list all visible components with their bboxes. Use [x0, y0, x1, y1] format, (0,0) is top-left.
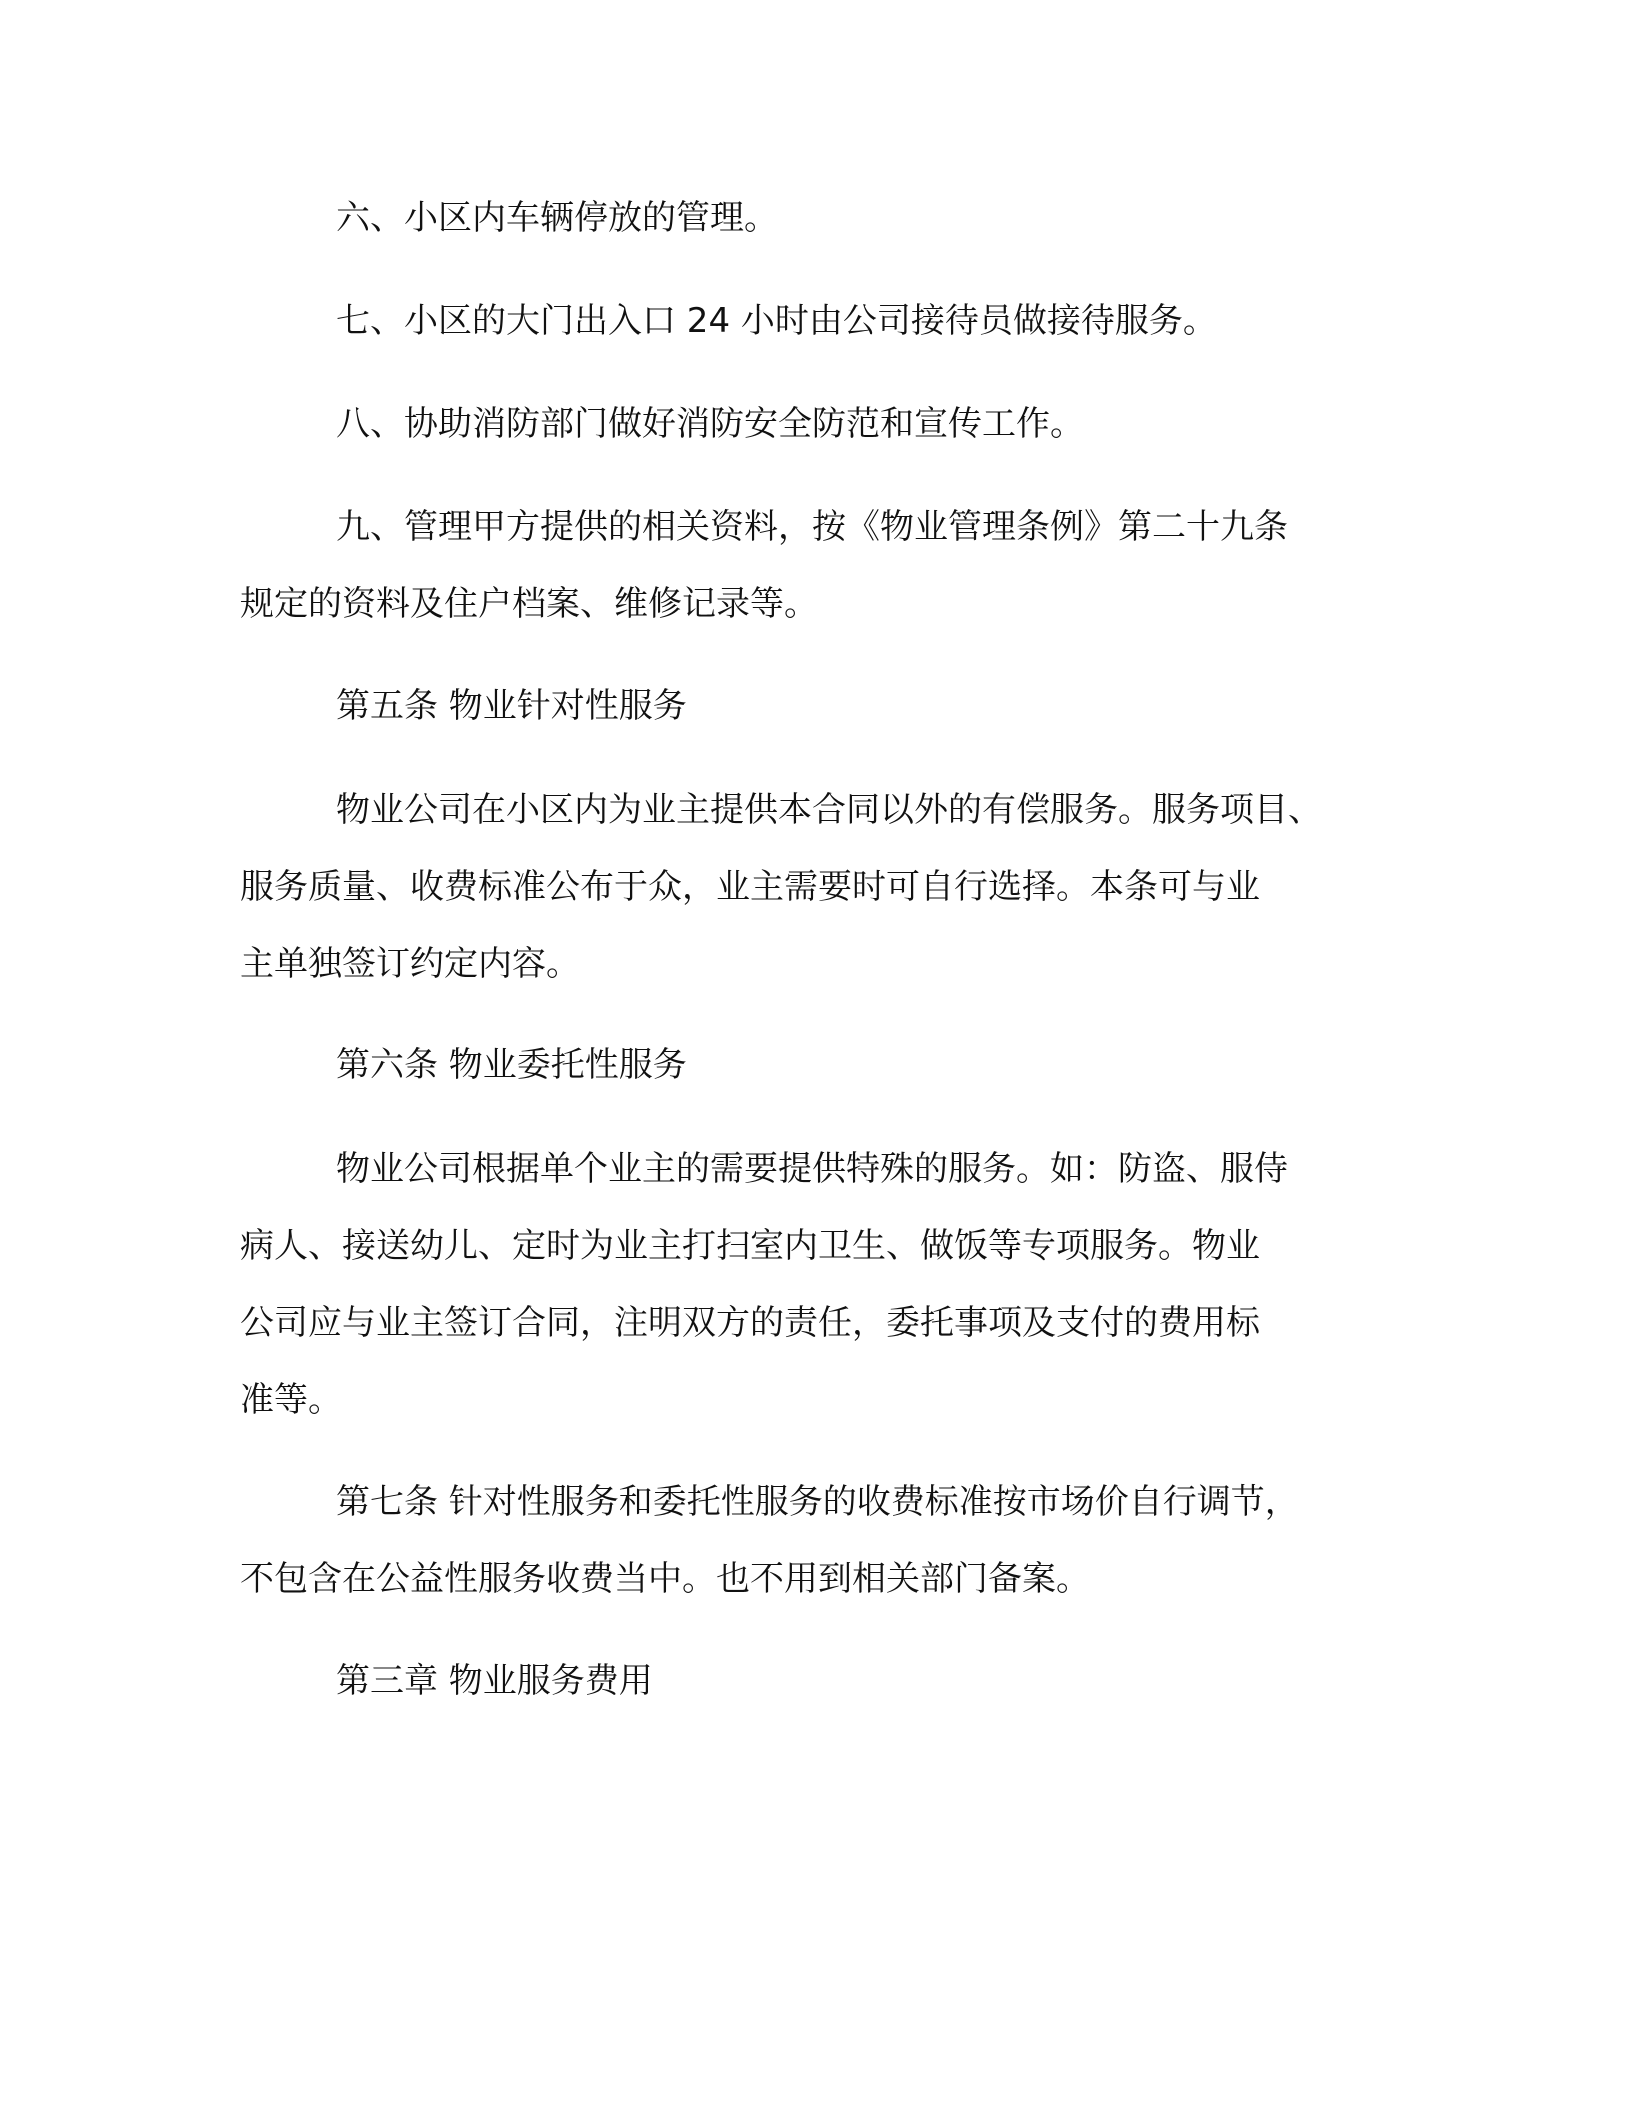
paragraph-item-7 [240, 283, 1400, 360]
text-line: 第五条 物业针对性服务 [336, 686, 687, 726]
text-line: 第六条 物业委托性服务 [336, 1045, 687, 1085]
article-6-body [240, 1131, 1400, 1439]
text-line: 服务质量、收费标准公布于众，业主需要时可自行选择。本条可与业 [240, 867, 1260, 907]
text-line: 九、管理甲方提供的相关资料，按《物业管理条例》第二十九条 [336, 507, 1288, 547]
article-5-body [240, 772, 1400, 1003]
text-line: 七、小区的大门出入口 24 小时由公司接待员做接待服务。 [336, 301, 1217, 341]
paragraph-item-9 [240, 489, 1400, 643]
chapter-3-heading [240, 1643, 1400, 1720]
text-line: 病人、接送幼儿、定时为业主打扫室内卫生、做饭等专项服务。物业 [240, 1226, 1260, 1266]
article-7-body [240, 1464, 1400, 1618]
text-line: 六、小区内车辆停放的管理。 [336, 198, 778, 238]
text-line: 第三章 物业服务费用 [336, 1661, 653, 1701]
text-line: 八、协助消防部门做好消防安全防范和宣传工作。 [336, 404, 1084, 444]
text-line: 公司应与业主签订合同，注明双方的责任，委托事项及支付的费用标 [240, 1303, 1260, 1343]
article-5-heading [240, 668, 1400, 745]
text-line: 不包含在公益性服务收费当中。也不用到相关部门备案。 [240, 1559, 1090, 1599]
text-line: 准等。 [240, 1380, 342, 1420]
text-line: 物业公司根据单个业主的需要提供特殊的服务。如：防盗、服侍 [336, 1149, 1288, 1189]
text-line: 规定的资料及住户档案、维修记录等。 [240, 584, 818, 624]
paragraph-item-6 [240, 180, 1400, 257]
paragraph-item-8 [240, 386, 1400, 463]
article-6-heading [240, 1027, 1400, 1104]
text-line: 物业公司在小区内为业主提供本合同以外的有偿服务。服务项目、 [336, 790, 1322, 830]
text-line: 主单独签订约定内容。 [240, 944, 580, 984]
text-line: 第七条 针对性服务和委托性服务的收费标准按市场价自行调节， [336, 1482, 1299, 1522]
